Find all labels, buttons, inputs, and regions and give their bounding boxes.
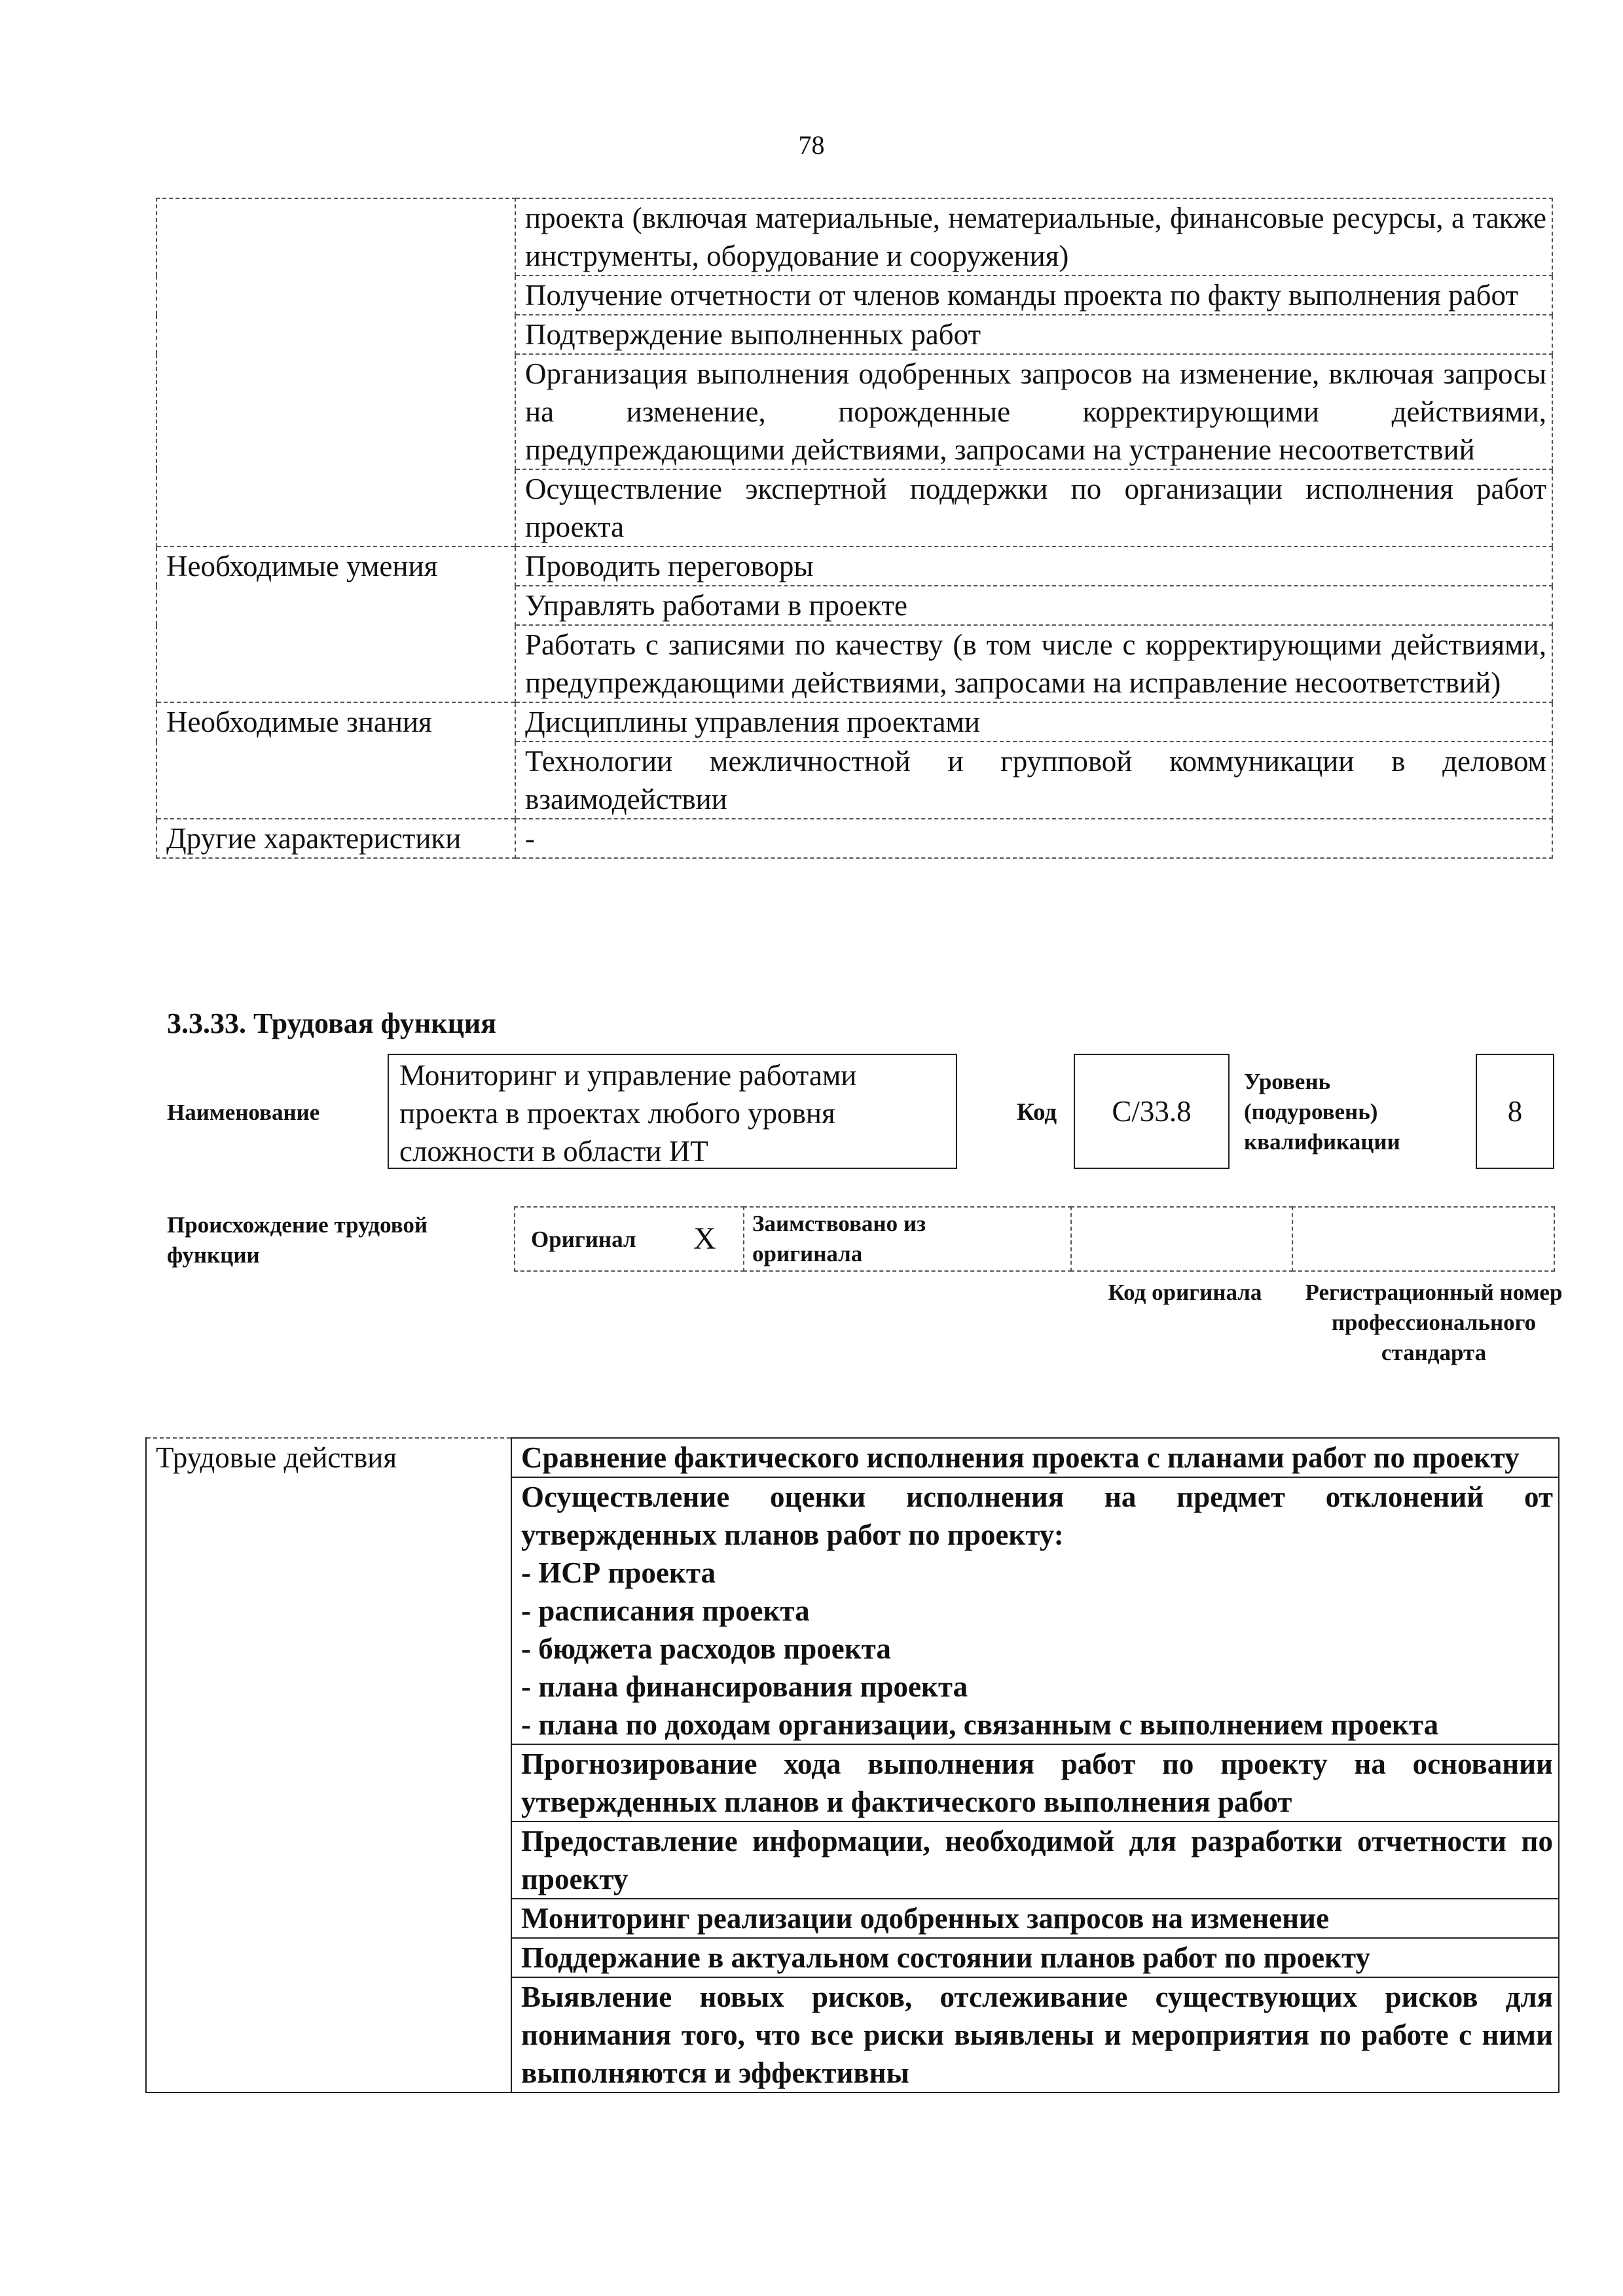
origin-borrowed-label: Заимствовано из оригинала xyxy=(752,1211,926,1266)
table-cell: Осуществление экспертной поддержки по организации исполнения работ проекта xyxy=(515,469,1552,547)
page-number: 78 xyxy=(798,130,825,160)
work-actions-table xyxy=(145,1437,1559,2093)
table-cell: Поддержание в актуальном состоянии планов работ по проекту xyxy=(511,1938,1559,1977)
code-value: C/33.8 xyxy=(1112,1095,1192,1128)
table-cell: Мониторинг реализации одобренных запросов на изменение xyxy=(511,1899,1559,1938)
list-intro: Осуществление оценки исполнения на предмет отклонений от утвержденных планов работ по проекту: xyxy=(521,1480,1553,1551)
row-label xyxy=(156,742,515,819)
code-label: Код xyxy=(1017,1099,1057,1126)
original-code-caption: Код оригинала xyxy=(1108,1280,1262,1305)
function-name: Мониторинг и управление работами проекта в проектах любого уровня сложности в области ИТ xyxy=(399,1059,857,1168)
table-cell: Работать с записями по качеству (в том числе с корректирующими действиями, предупреждающими действиями, запросами на исправление несоответствий) xyxy=(515,625,1552,702)
level-box xyxy=(1476,1054,1554,1169)
origin-original-cell xyxy=(514,1206,744,1272)
knowledge-label: Необходимые знания xyxy=(156,702,515,742)
skills-label: Необходимые умения xyxy=(156,547,515,586)
table-cell: Получение отчетности от членов команды проекта по факту выполнения работ xyxy=(515,276,1552,315)
code-box xyxy=(1074,1054,1230,1169)
origin-original-label: Оригинал xyxy=(531,1227,636,1252)
origin-mark: X xyxy=(693,1221,716,1256)
table-cell: Выявление новых рисков, отслеживание существующих рисков для понимания того, что все риски выявлены и мероприятия по работе с ними выполняются и эффективны xyxy=(511,1977,1559,2092)
table-cell xyxy=(511,1477,1559,1744)
table-cell: Дисциплины управления проектами xyxy=(515,702,1552,742)
level-label: Уровень (подуровень) квалификации xyxy=(1244,1069,1400,1155)
row-label xyxy=(156,469,515,547)
original-code-cell xyxy=(1070,1206,1293,1272)
work-actions-label: Трудовые действия xyxy=(146,1438,511,1477)
row-label xyxy=(146,1477,511,1744)
row-label xyxy=(156,315,515,354)
origin-label: Происхождение трудовой функции xyxy=(167,1212,428,1268)
row-label xyxy=(146,1899,511,1938)
registration-number-cell xyxy=(1292,1206,1555,1272)
row-label xyxy=(156,625,515,702)
row-label xyxy=(156,198,515,276)
table-cell: Предоставление информации, необходимой для разработки отчетности по проекту xyxy=(511,1821,1559,1899)
list-item: - ИСР проекта xyxy=(521,1556,716,1589)
name-label: Наименование xyxy=(167,1100,320,1125)
registration-number-caption: Регистрационный номер профессионального стандарта xyxy=(1305,1280,1563,1365)
row-label xyxy=(146,1977,511,2092)
other-characteristics-label: Другие характеристики xyxy=(156,819,515,858)
table-cell: Подтверждение выполненных работ xyxy=(515,315,1552,354)
row-label xyxy=(156,586,515,625)
table-cell: Организация выполнения одобренных запросов на изменение, включая запросы на изменение, порожденные корректирующими действиями, предупреждающими действиями, запросами на устранение несоответствий xyxy=(515,354,1552,469)
function-name-box xyxy=(388,1054,957,1169)
skills-table xyxy=(156,198,1553,859)
origin-borrowed-cell xyxy=(743,1206,1072,1272)
table-cell: Проводить переговоры xyxy=(515,547,1552,586)
row-label xyxy=(156,354,515,469)
list-item: - расписания проекта xyxy=(521,1594,810,1627)
list-item: - плана по доходам организации, связанным с выполнением проекта xyxy=(521,1708,1439,1741)
row-label xyxy=(146,1938,511,1977)
list-item: - бюджета расходов проекта xyxy=(521,1632,891,1665)
table-cell: Управлять работами в проекте xyxy=(515,586,1552,625)
table-cell: Технологии межличностной и групповой коммуникации в деловом взаимодействии xyxy=(515,742,1552,819)
table-cell: проекта (включая материальные, нематериальные, финансовые ресурсы, а также инструменты, оборудование и сооружения) xyxy=(515,198,1552,276)
list-item: - плана финансирования проекта xyxy=(521,1670,968,1703)
row-label xyxy=(146,1744,511,1821)
row-label xyxy=(156,276,515,315)
table-cell: Прогнозирование хода выполнения работ по проекту на основании утвержденных планов и фактического выполнения работ xyxy=(511,1744,1559,1821)
section-title: 3.3.33. Трудовая функция xyxy=(167,1007,497,1039)
table-cell: - xyxy=(515,819,1552,858)
level-value: 8 xyxy=(1507,1095,1523,1128)
row-label xyxy=(146,1821,511,1899)
table-cell: Сравнение фактического исполнения проекта с планами работ по проекту xyxy=(511,1438,1559,1477)
